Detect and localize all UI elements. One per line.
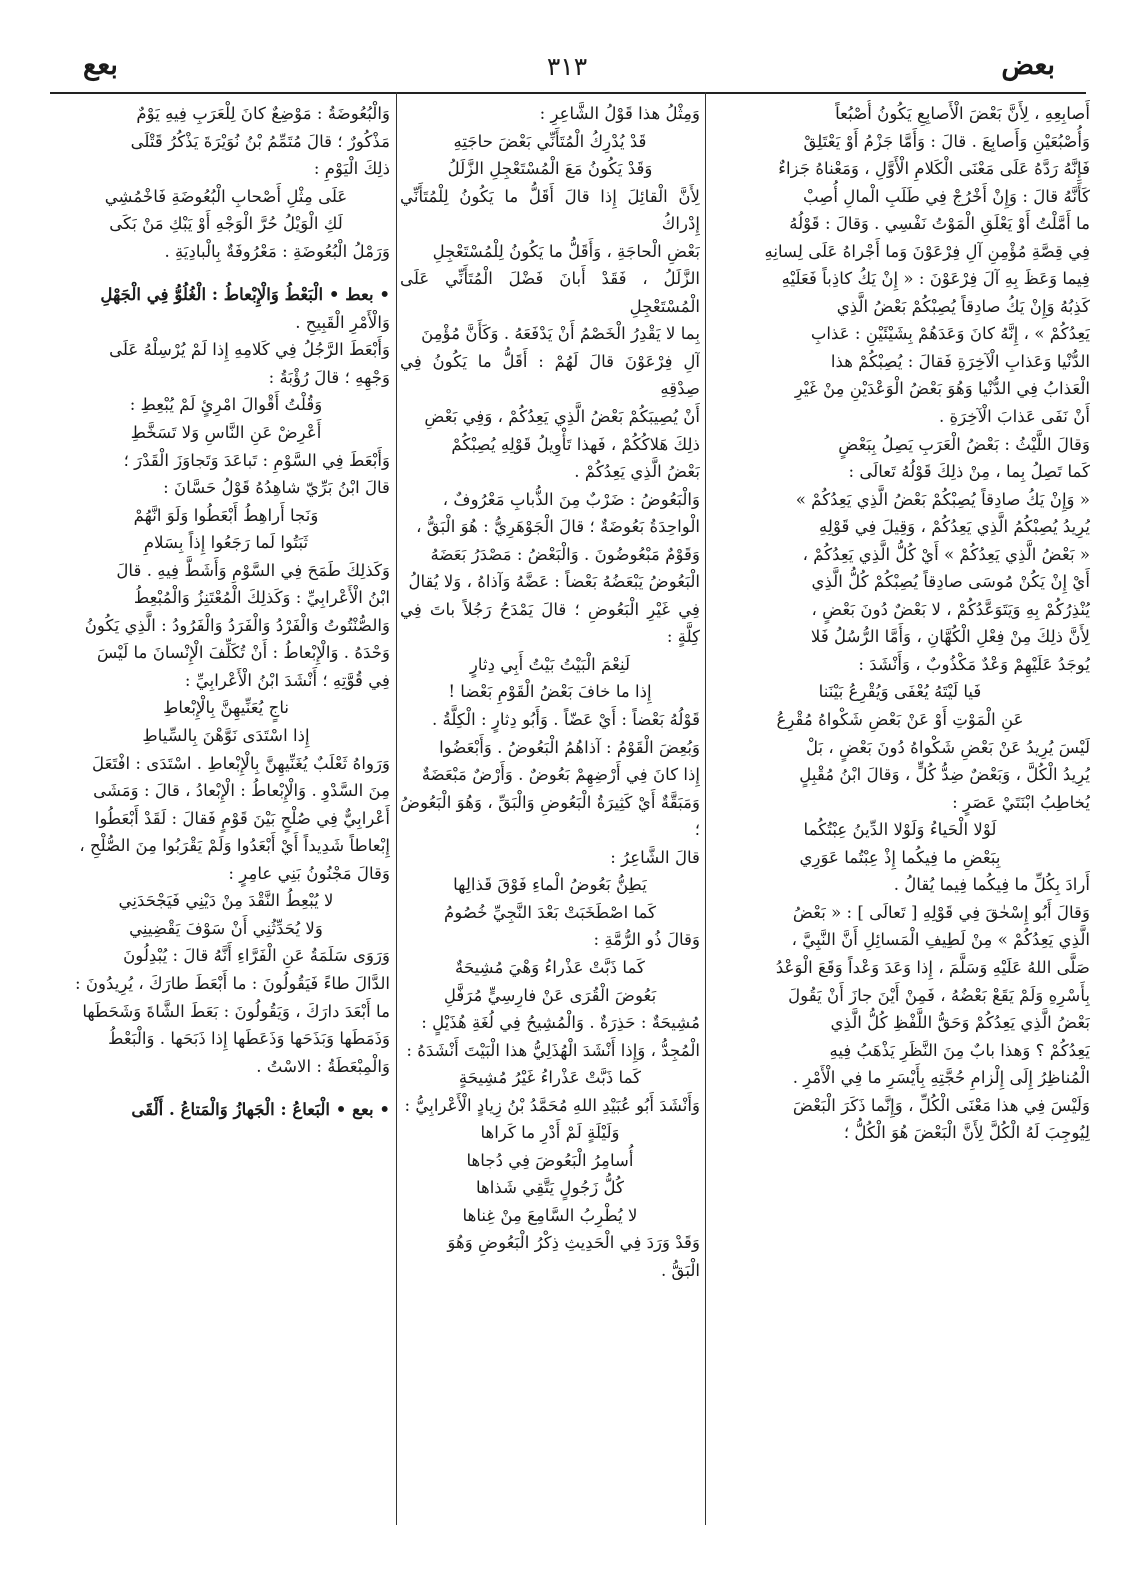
text-line: ذلِكَ هَلاكُكُمْ ، فَهذا تَأْوِيلُ قَوْلِهِ يُصِبْكُمْ: [451, 434, 700, 454]
text-line: مُشِيحَةٌ : حَذِرَةٌ . وَالْمُشِيحُ فِي لُغَةِ هُذَيْلٍ :: [421, 1013, 700, 1033]
text-line: كَما اصْطَخَبَتْ بَعْدَ النَّجِيِّ خُصُومُ: [443, 902, 657, 922]
text-line: ذلِكَ الْيَوْمِ :: [313, 159, 390, 179]
text-line: ناجٍ يُعَنِّيهِنَّ بِالْإِبْعاطِ: [162, 698, 290, 718]
text-line: لا يُبْعِطُ النَّقْدَ مِنْ دَيْنِي فَيَجْحَدَنِي: [118, 891, 334, 911]
text-line: ثَبَتُوا لَما رَجَعُوا إِذاً بِسَلامِ: [143, 533, 309, 553]
text-column-left: [62, 100, 390, 1485]
column-separator: [396, 92, 397, 1525]
text-line: وَقالَ أَبُو إِسْحٰقَ فِي قَوْلِهِ [ تَعالَى ] : « بَعْضُ: [792, 902, 1090, 922]
text-line: إِبْعاطاً شَدِيداً أَيْ أَبْعَدُوا وَلَمْ يَقْرَبُوا مِنَ الصُّلْحِ ،: [79, 836, 390, 856]
text-line: الَّذِي يَعِدُكُمْ » مِنْ لَطِيفِ الْمَسائِلِ أَنَّ النَّبِيَّ ،: [791, 930, 1090, 950]
text-line: بَعْضُ الَّذِي يَعِدُكُمْ .: [574, 462, 700, 482]
text-line: يُوجَدُ عَلَيْهِمْ وَعْدٌ مَكْذُوبٌ ، وَأَنْشَدَ :: [858, 654, 1090, 674]
text-line: يُخاطِبُ ابْنَتَيْ عَصَرٍ :: [952, 792, 1090, 812]
text-line: بِما لا يَقْدِرُ الْخَصْمُ أَنْ يَدْفَعَهُ . وَكَأَنَّ مُؤْمِنَ: [421, 324, 700, 344]
text-line: وَالْمِبْعَطَةُ : الاسْتُ .: [256, 1056, 390, 1076]
text-line: الزَّلَلُ ، فَقَدْ أَبانَ فَضْلَ الْمُتَأَنِّي عَلَى الْمُسْتَعْجِلِ: [400, 269, 700, 316]
text-line: الْبَعُوضُ يَبْعَضُهُ بَعْضاً : عَضَّهُ وَآذاهُ ، وَلا يُقالُ: [408, 572, 700, 592]
text-line: وَالْبَعُوضُ : ضَرْبٌ مِنَ الذُّبابِ مَعْرُوفٌ ،: [442, 489, 700, 509]
text-line: وَقُلْتُ أَقْوالَ امْرِئٍ لَمْ يُبْعِطِ :: [129, 395, 323, 415]
text-line: كَما تَصِلُ بِما ، مِنْ ذلِكَ قَوْلُهُ تَعالَى :: [848, 462, 1090, 482]
text-line: أُسامِرُ الْبَعُوضَ فِي دُجاها: [466, 1150, 634, 1170]
text-line: الْمُناظِرُ إِلَى إِلْزامِ حُجَّتِهِ بِأَيْسَرِ ما فِي الْأَمْرِ .: [792, 1068, 1090, 1088]
text-line: وَالْأَمْرِ الْقَبِيحِ .: [295, 312, 390, 332]
text-line: لَنِعْمَ الْبَيْتُ بَيْتُ أَبِي دِثارٍ: [469, 654, 631, 674]
text-line: لا يُطْرِبُ السَّامِعَ مِنْ غِناها: [462, 1205, 638, 1225]
text-line: قَوْلُهُ بَعْضاً : أَيْ عَضّاً . وَأَبُو دِثارٍ : الْكِلَّةُ .: [431, 710, 700, 730]
text-line: كَذِبُهُ وَإِنْ يَكُ صادِقاً يُصِبْكُمْ بَعْضُ الَّذِي: [836, 296, 1090, 316]
text-line: وَالْبُعُوضَةُ : مَوْضِعٌ كانَ لِلْعَرَبِ فِيهِ يَوْمٌ: [136, 104, 390, 123]
text-line: وَرَواهُ ثَعْلَبٌ يُغَنِّيهِنَّ بِالْإِبْعاطِ . اسْتَدَى : افْتَعَلَ: [92, 753, 390, 773]
text-line: فِي قِصَّةِ مُؤْمِنِ آلِ فِرْعَوْنَ وَما أَجْراهُ عَلَى لِسانِهِ: [764, 241, 1090, 261]
text-line: وَأَبْعَطَ فِي السَّوْمِ : تَباعَدَ وَتَجاوَزَ الْقَدْرَ ؛: [123, 450, 390, 470]
text-line: عَنِ الْمَوْتِ أَوْ عَنْ بَعْضِ شَكْواهُ مُقْرِعُ: [776, 710, 1024, 730]
text-line: آلِ فِرْعَوْنَ قالَ لَهُمْ : أَقَلُّ ما يَكُونُ فِي صِدْقِهِ: [400, 351, 700, 399]
text-line: الْعَذابُ فِي الدُّنْيا وَهُوَ بَعْضُ الْوَعْدَيْنِ مِنْ غَيْرِ: [794, 379, 1090, 399]
text-line: وَنَجا أَراهِطُ أَبْعَطُوا وَلَوَ انَّهُمْ: [133, 505, 319, 525]
text-line: كَما ذَبَّتْ عَذْراءُ غَيْرُ مُشِيحَةٍ: [458, 1068, 642, 1088]
text-line: فِيما وَعَظَ بِهِ آلَ فِرْعَوْنَ : « إِنْ يَكُ كاذِباً فَعَلَيْهِ: [781, 269, 1090, 289]
header-entry-word-right: بعض: [1001, 50, 1055, 81]
text-line: وَمِثْلُ هذا قَوْلُ الشَّاعِرِ :: [539, 104, 700, 123]
text-line: فَإِنَّهُ رَدَّهُ عَلَى مَعْنَى الْكَلامِ الْأَوَّلِ ، وَمَعْناهُ جَزاءٌ: [778, 159, 1090, 179]
text-line: وَقَوْمٌ مَبْعُوضُونَ . وَالْبَعْضُ : مَصْدَرُ بَعَضَهُ: [430, 544, 700, 564]
entry-gap: [62, 265, 390, 281]
text-line: لِأَنَّ ذلِكَ مِنْ فِعْلِ الْكُهَّانِ ، وَأَمَّا الرُّسُلُ فَلا: [810, 627, 1090, 647]
text-line: الْواحِدَةُ بَعُوضَةٌ ؛ قالَ الْجَوْهَرِيُّ : هُوَ الْبَقُّ ،: [416, 517, 700, 537]
text-line: وَقالَ اللَّيْثُ : بَعْضُ الْعَرَبِ يَصِلُ بِبَعْضٍ: [838, 434, 1090, 454]
text-line: « بَعْضُ الَّذِي يَعِدُكُمْ » أَيْ كُلُّ الَّذِي يَعِدُكُمْ ،: [802, 544, 1090, 564]
page-number: ٣١٣: [546, 52, 588, 81]
text-line: وَذَمَطَها وَبَذَحَها وَذَعَطَها إِذا ذَبَحَها . وَالْبَعْطُ: [108, 1029, 390, 1049]
text-line: أَعْرِضْ عَنِ النَّاسِ وَلا تَسَخَّطِ: [130, 423, 322, 443]
entry-headword-line: • بعع • الْبَعاعُ : الْجَهازُ وَالْمَتاعُ . أَلْقَى: [131, 1099, 390, 1120]
text-line: لِأَنَّ الْقائِلَ إِذا قالَ أَقَلُّ ما يَكُونُ لِلْمُتَأَنِّي إِدْراكُ: [400, 186, 700, 234]
text-line: وَقَدْ يَكُونُ مَعَ الْمُسْتَعْجِلِ الزَّلَلُ: [447, 159, 653, 179]
text-line: وَقَدْ وَرَدَ فِي الْحَدِيثِ ذِكْرُ الْبَعُوضِ وَهُوَ: [447, 1233, 700, 1253]
text-line: مِنَ السَّدْوِ . وَالْإِبْعاطُ : الْإِبْعادُ ، قالَ : وَمَشَى: [93, 781, 390, 801]
text-line: « وَإِنْ يَكُ صادِقاً يُصِبْكُمْ بَعْضُ الَّذِي يَعِدُكُمْ »: [795, 489, 1090, 509]
text-line: وَلا يُحَدِّثُنِي أَنْ سَوْفَ يَقْضِينِي: [129, 918, 323, 938]
text-line: أَنْ نَفَى عَذابَ الْآخِرَةِ .: [938, 407, 1090, 427]
text-line: وَأُصْبُعَيْنِ وَأَصابِعَ . قالَ : وَأَمَّا جَزْمُ أَوْ يَعْتَلِقْ: [803, 131, 1090, 151]
text-line: وَقالَ مَجْنُونُ بَنِي عامِرٍ :: [228, 863, 390, 883]
text-line: وَقالَ ذُو الرُّمَّةِ :: [593, 930, 700, 950]
text-line: الدَّالَ طاءً فَيَقُولُونَ : ما أَبْعَطَ طارَكَ ، يُرِيدُونَ :: [74, 973, 390, 993]
text-line: وَكَذلِكَ طَمَحَ فِي السَّوْمِ وَأَشَطَّ فِيهِ . قالَ: [116, 560, 390, 580]
text-line: وَمَبَقَّةٌ أَيْ كَثِيرَةُ الْبَعُوضِ وَالْبَقِّ ، وَهُوَ الْبَعُوضُ ؛: [400, 792, 700, 840]
text-line: وَرَمْلُ الْبُعُوضَةِ : مَعْرُوفَةٌ بِالْبادِيَةِ .: [164, 241, 390, 261]
text-line: يَعِدُكُمْ » ، إِنَّهُ كانَ وَعَدَهُمْ بِشَيْئَيْنِ : عَذابِ: [810, 324, 1090, 344]
text-line: يَطِنُّ بَعُوضُ الْماءِ فَوْقَ قَذالِها: [453, 875, 647, 895]
text-column-middle: [400, 100, 700, 1485]
text-line: الْبَقُّ .: [660, 1260, 700, 1280]
text-line: وَالصُّنْتُوتُ وَالْفَرْدُ وَالْفَرَدُ وَالْفَرُودُ : الَّذِي يَكُونُ: [84, 615, 390, 635]
text-line: كُلُّ زَجُولٍ يَتَّقِي شَذاها: [475, 1178, 625, 1198]
text-line: مَذْكُورٌ ؛ قالَ مُتَمِّمُ بْنُ نُوَيْرَةَ يَذْكُرُ قَتْلَى: [130, 131, 390, 151]
text-line: وَلَيْلَةٍ لَمْ أَدْرِ ما كَراها: [480, 1123, 620, 1143]
text-line: وَأَنْشَدَ أَبُو عُبَيْدِ اللهِ مُحَمَّدُ بْنُ زِيادٍ الْأَعْرابِيُّ :: [404, 1095, 700, 1115]
text-column-right: [710, 100, 1090, 1485]
text-line: كَأَنَّهُ قالَ : وَإِنْ أَخْرُجْ فِي طَلَبِ الْمالِ أُصِبْ: [803, 186, 1090, 206]
text-line: الْمُجِدُّ ، وَإِذا أَنْشَدَ الْهُذَلِيُّ هذا الْبَيْتَ أَنْشَدَهُ :: [406, 1040, 700, 1060]
text-line: الدُّنْيا وَعَذابِ الْآخِرَةِ فَقالَ : يُصِبْكُمْ هذا: [830, 351, 1090, 371]
text-line: إِذا كانَ فِي أَرْضِهِمْ بَعُوضٌ . وَأَرْضٌ مَبْعَضَةٌ: [421, 765, 700, 785]
text-line: ابْنُ الْأَعْرابِيِّ : وَكَذلِكَ الْمُعْتَنِزُ وَالْمُبْعِطُ: [133, 588, 390, 608]
text-line: قَدْ يُدْرِكُ الْمُتَأَنِّي بَعْضَ حاجَتِهِ: [453, 131, 647, 151]
text-line: وَبُعِضَ الْقَوْمُ : آذاهُمُ الْبَعُوضُ . وَأَبْعَضُوا: [439, 737, 700, 757]
text-line: أَيْ إِنْ يَكُنْ مُوسَى صادِقاً يُصِبْكُمْ كُلُّ الَّذِي: [811, 572, 1090, 592]
text-line: وَلَيْسَ فِي هذا مَعْنَى الْكُلِّ ، وَإِنَّما ذَكَرَ الْبَعْضَ: [792, 1095, 1090, 1115]
text-line: أَصابِعِهِ ، لِأَنَّ بَعْضَ الْأَصابِعِ يَكُونُ أُصْبُعاً: [835, 104, 1090, 123]
text-line: وَأَبْعَطَ الرَّجُلُ فِي كَلامِهِ إِذا لَمْ يُرْسِلْهُ عَلَى: [109, 340, 390, 360]
text-line: فَيا لَيْتَهُ يُعْفَى وَيُقْرِعُ بَيْنَنا: [818, 682, 982, 702]
column-separator: [705, 92, 706, 1525]
text-line: وَحْدَهُ . وَالْإِبْعاطُ : أَنْ تُكَلِّفَ الْإِنْسانَ ما لَيْسَ: [97, 643, 390, 663]
text-line: بِبَعْضِ ما فِيكُما إِذْ عِبْتُما عَوَرِي: [799, 847, 1001, 867]
text-line: ما أَبْعَدَ دارَكَ ، وَيَقُولُونَ : بَعَطَ الشَّاةَ وَشَحَطَها: [82, 1001, 390, 1021]
text-line: لِيُوجِبَ لَهُ الْكُلَّ لِأَنَّ الْبَعْضَ هُوَ الْكُلُّ ؛: [843, 1123, 1090, 1143]
text-line: فِي غَيْرِ الْبَعُوضِ ؛ قالَ يَمْدَحُ رَجُلاً باتَ فِي كِلَّةٍ :: [400, 599, 700, 647]
text-line: ما أَمَّلْتُ أَوْ يَعْلَقِ الْمَوْتُ نَفْسِي . وَقالَ : قَوْلُهُ: [789, 214, 1090, 234]
page-header: [55, 50, 1079, 92]
header-rule: [50, 92, 1086, 94]
text-line: أَنْ يُصِيبَكُمْ بَعْضُ الَّذِي يَعِدُكُمْ ، وَفِي بَعْضِ: [424, 407, 700, 427]
text-line: يُرِيدُ يُصِبْكُمُ الَّذِي يَعِدُكُمْ ، وَقِيلَ فِي قَوْلِهِ: [819, 517, 1090, 537]
entry-headword-line: • بعط • الْبَعْطُ وَالْإِبْعاطُ : الْغُلُوُّ فِي الْجَهْلِ: [100, 284, 390, 305]
text-line: بَعْضِ الْحاجَةِ ، وَأَقَلُّ ما يَكُونُ لِلْمُسْتَعْجِلِ: [432, 241, 700, 261]
text-line: إِذا ما خافَ بَعْضُ الْقَوْمِ بَعْضا !: [448, 682, 652, 702]
text-line: يُنْذِرُكُمْ بِهِ وَيَتَوَعَّدُكُمْ ، لا بَعْضٌ دُونَ بَعْضٍ ،: [811, 599, 1090, 619]
text-line: بِأَسْرِهِ وَلَمْ يَقَعْ بَعْضُهُ ، فَمِنْ أَيْنَ جازَ أَنْ يَقُولَ: [788, 985, 1090, 1005]
text-line: قالَ الشَّاعِرُ :: [610, 847, 700, 867]
text-line: بَعْضُ الَّذِي يَعِدُكُمْ وَحَقُّ اللَّفْظِ كُلُّ الَّذِي: [830, 1013, 1090, 1033]
text-line: فِي قُوَّتِهِ ؛ أَنْشَدَ ابْنُ الْأَعْرابِيِّ :: [184, 670, 390, 690]
text-line: يُرِيدُ الْكُلَّ ، وَبَعْضٌ ضِدُّ كُلٍّ ، وَقالَ ابْنُ مُقْبِلٍ: [799, 765, 1090, 785]
text-line: كَما ذَبَّتْ عَذْراءُ وَهْيَ مُشِيحَةٌ: [455, 957, 645, 977]
text-line: لَيْسَ يُرِيدُ عَنْ بَعْضِ شَكْواهُ دُونَ بَعْضٍ ، بَلْ: [805, 737, 1090, 757]
text-line: إِذا اسْتَدَى نَوَّهْنَ بِالسِّياطِ: [142, 726, 310, 746]
text-line: أَعْرابِيٌّ فِي صُلْحٍ بَيْنَ قَوْمٍ فَقالَ : لَقَدْ أَبْعَطُوا: [94, 808, 390, 828]
entry-gap: [62, 1080, 390, 1096]
text-line: أَرادَ بِكُلِّ ما فِيكُما فِيما يُقالُ .: [893, 875, 1090, 895]
text-line: عَلَى مِثْلِ أَصْحابِ الْبُعُوضَةِ فَاخْمُشِي: [104, 186, 348, 206]
text-line: لَكِ الْوَيْلُ حُرَّ الْوَجْهِ أَوْ يَبْكِ مَنْ بَكَى: [109, 214, 343, 234]
text-line: صَلَّى اللهُ عَلَيْهِ وَسَلَّمَ ، إِذا وَعَدَ وَعْداً وَقَعَ الْوَعْدُ: [775, 957, 1090, 977]
text-line: وَجْهِهِ ؛ قالَ رُؤْبَةُ :: [268, 367, 390, 387]
header-entry-word-left: بعع: [83, 50, 118, 81]
text-line: وَرَوَى سَلَمَةُ عَنِ الْفَرَّاءِ أَنَّهُ قالَ : يُبْدِلُونَ: [123, 946, 390, 966]
text-line: قالَ ابْنُ بَرِّيّ شاهِدُهُ قَوْلُ حَسَّانَ :: [163, 478, 390, 498]
text-line: بَعُوضَ الْقُرَى عَنْ فارِسِيٍّ مُرَفَّلِ: [443, 985, 657, 1005]
text-line: يَعِدُكُمْ ؟ وَهذا بابٌ مِنَ النَّظَرِ يَذْهَبُ فِيهِ: [829, 1040, 1090, 1060]
text-line: لَوْلا الْحَياءُ وَلَوْلا الدِّينُ عِبْتُكُما: [803, 820, 997, 840]
